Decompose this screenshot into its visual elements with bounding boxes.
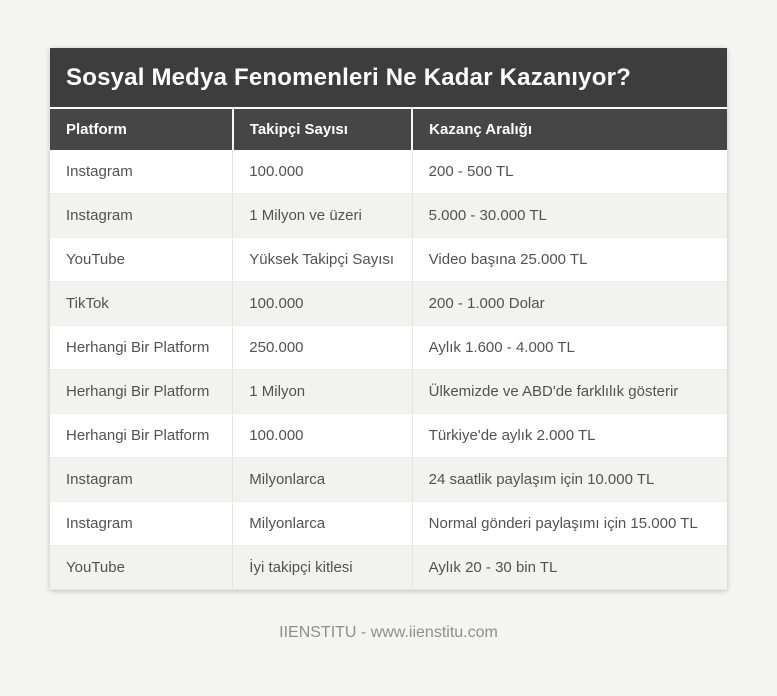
followers-cell: 1 Milyon ve üzeri <box>233 194 412 238</box>
earnings-cell: 5.000 - 30.000 TL <box>412 194 727 238</box>
page-title: Sosyal Medya Fenomenleri Ne Kadar Kazanıyor? <box>50 48 727 109</box>
table-row <box>50 282 727 326</box>
table-row <box>50 458 727 502</box>
earnings-cell: Aylık 1.600 - 4.000 TL <box>412 326 727 370</box>
followers-cell: 250.000 <box>233 326 412 370</box>
platform-cell: Instagram <box>50 150 233 194</box>
platform-cell: YouTube <box>50 238 233 282</box>
table-row <box>50 194 727 238</box>
table-row <box>50 502 727 546</box>
earnings-cell: 200 - 1.000 Dolar <box>412 282 727 326</box>
earnings-cell: Normal gönderi paylaşımı için 15.000 TL <box>412 502 727 546</box>
table-row <box>50 370 727 414</box>
platform-cell: Herhangi Bir Platform <box>50 326 233 370</box>
followers-cell: 100.000 <box>233 414 412 458</box>
table-row <box>50 150 727 194</box>
platform-cell: YouTube <box>50 546 233 590</box>
platform-cell: Herhangi Bir Platform <box>50 370 233 414</box>
platform-cell: Instagram <box>50 194 233 238</box>
earnings-table-card <box>50 48 727 590</box>
earnings-cell: 24 saatlik paylaşım için 10.000 TL <box>412 458 727 502</box>
column-header-earnings: Kazanç Aralığı <box>412 109 727 150</box>
earnings-cell: Türkiye'de aylık 2.000 TL <box>412 414 727 458</box>
platform-cell: Herhangi Bir Platform <box>50 414 233 458</box>
platform-cell: Instagram <box>50 502 233 546</box>
followers-cell: 100.000 <box>233 282 412 326</box>
table-header-row <box>50 109 727 150</box>
followers-cell: 1 Milyon <box>233 370 412 414</box>
platform-cell: TikTok <box>50 282 233 326</box>
followers-cell: Milyonlarca <box>233 458 412 502</box>
earnings-cell: Aylık 20 - 30 bin TL <box>412 546 727 590</box>
followers-cell: 100.000 <box>233 150 412 194</box>
table-row <box>50 326 727 370</box>
followers-cell: Milyonlarca <box>233 502 412 546</box>
earnings-table <box>50 109 727 590</box>
column-header-followers: Takipçi Sayısı <box>233 109 412 150</box>
followers-cell: Yüksek Takipçi Sayısı <box>233 238 412 282</box>
table-row <box>50 414 727 458</box>
table-row <box>50 238 727 282</box>
platform-cell: Instagram <box>50 458 233 502</box>
earnings-cell: 200 - 500 TL <box>412 150 727 194</box>
footer-credit: IIENSTITU - www.iienstitu.com <box>279 624 498 641</box>
followers-cell: İyi takipçi kitlesi <box>233 546 412 590</box>
table-row <box>50 546 727 590</box>
earnings-cell: Ülkemizde ve ABD'de farklılık gösterir <box>412 370 727 414</box>
column-header-platform: Platform <box>50 109 233 150</box>
earnings-cell: Video başına 25.000 TL <box>412 238 727 282</box>
